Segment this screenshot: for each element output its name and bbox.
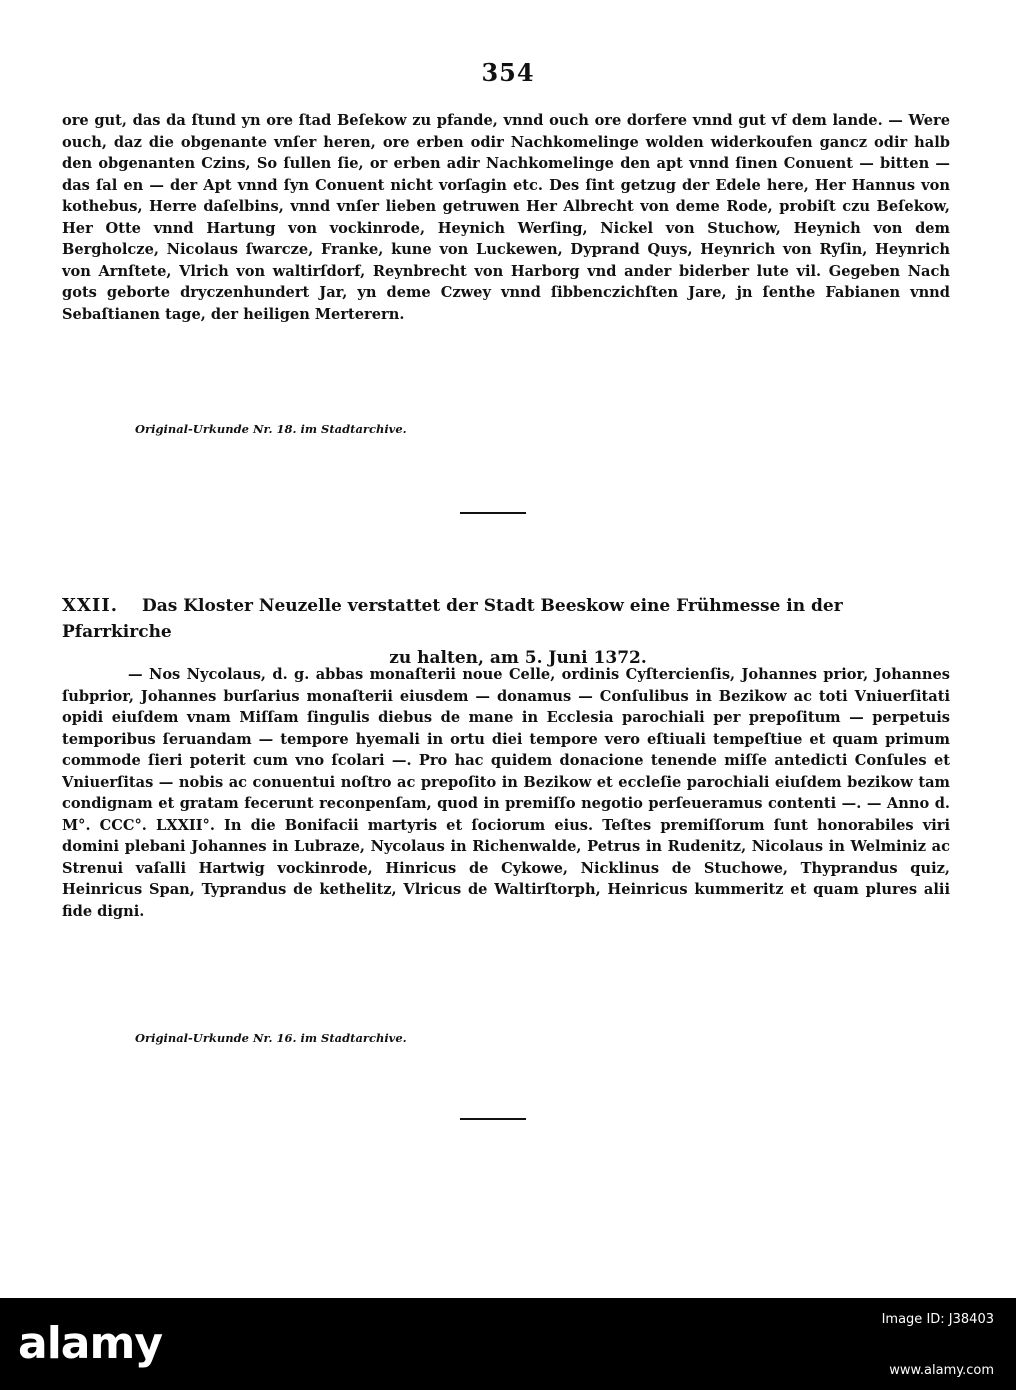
charter-heading bbox=[62, 593, 954, 671]
section-divider-2 bbox=[460, 1118, 526, 1120]
alamy-logo: alamy bbox=[18, 1318, 162, 1369]
charter-text-continued: ore gut, das da ſtund yn ore ſtad Beſekow zu pfande, vnnd ouch ore dorfere vnnd gut vf dem lande. — Were ouch, daz die obgenante vnſer heren, ore erben odir Nachkomelinge wolden widerkoufen gancz odir halb den obgenanten Czins, So ſullen ſie, or erben adir Nachkomelinge den apt vnnd ſinen Conuent — bitten — das ſal en — der Apt vnnd ſyn Conuent nicht vorſagin etc. Des ſint getzug der Edele here, Her Hannus von kothebus, Herre daſelbins, vnnd vnſer lieben getruwen Her Albrecht von deme Rode, probiſt czu Beſekow, Her Otte vnnd Hartung von vockinrode, Heynich Werſing, Nickel von Stuchow, Heynich von dem Bergholcze, Nicolaus ſwarcze, Franke, kune von Luckewen, Dyprand Quys, Heynrich von Ryſin, Heynrich von Arnſtete, Vlrich von waltirſdorf, Reynbrecht von Harborg vnd ander biderber lute vil. Gegeben Nach gots geborte dryczenhundert Jar, yn deme Czwey vnnd ſibbenczichſten Jare, jn ſenthe Fabianen vnnd Sebaſtianen tage, der heiligen Merterern. bbox=[62, 112, 950, 323]
watermark-bar bbox=[0, 1298, 1016, 1390]
charter-numeral: XXII. bbox=[62, 595, 119, 616]
watermark-info bbox=[882, 1312, 994, 1378]
source-reference: Original-Urkunde Nr. 18. im Stadtarchive. bbox=[135, 422, 407, 436]
heading-title: Das Kloster Neuzelle verstattet der Stadt Beeskow eine Frühmesse in der Pfarrkirche bbox=[62, 596, 843, 642]
section-divider bbox=[460, 512, 526, 514]
watermark-url: www.alamy.com bbox=[889, 1363, 994, 1378]
image-id: Image ID: J38403 bbox=[881, 1312, 994, 1327]
charter-body: — Nos Nycolaus, d. g. abbas monaſterii noue Celle, ordinis Cyſtercienſis, Johannes prior, Johannes ſubprior, Johannes burſarius monaſterii eiusdem — donamus — Conſulibus in Bezikow ac toti Vniuerſitati opidi eiuſdem vnam Miſſam ſingulis diebus de mane in Ecclesia parochiali per prepoſitum — perpetuis temporibus ſeruandam — tempore hyemali in ortu diei tempore vero eſtiuali tempeſtiue et quam primum commode ſieri poterit cum vno ſcolari —. Pro hac quidem donacione tenende miſſe antedicti Conſules et Vniuerſitas — nobis ac conuentui noſtro ac prepoſito in Bezikow et eccleſie parochiali eiuſdem bezikow tam condignam et gratam fecerunt reconpenſam, quod in premiſſo negotio perſeueramus contenti —. — Anno d. M°. CCC°. LXXII°. In die Bonifacii martyris et ſociorum eius. Teſtes premiſſorum ſunt honorabiles viri domini plebani Johannes in Lubraze, Nycolaus in Richenwalde, Petrus in Rudenitz, Nicolaus in Welminiz ac Strenui vaſalli Hartwig vockinrode, Hinricus de Cykowe, Nicklinus de Stuchowe, Thyprandus quiz, Heinricus Span, Typrandus de kethelitz, Vlricus de Waltirſtorph, Heinricus kummeritz et quam plures alii fide digni. bbox=[62, 666, 950, 920]
heading-line-1 bbox=[62, 593, 954, 645]
page-number: 354 bbox=[481, 58, 535, 87]
charter-text bbox=[62, 664, 950, 922]
heading-line-2: zu halten, am 5. Juni 1372. bbox=[389, 648, 647, 668]
source-reference-2: Original-Urkunde Nr. 16. im Stadtarchive. bbox=[135, 1031, 407, 1045]
